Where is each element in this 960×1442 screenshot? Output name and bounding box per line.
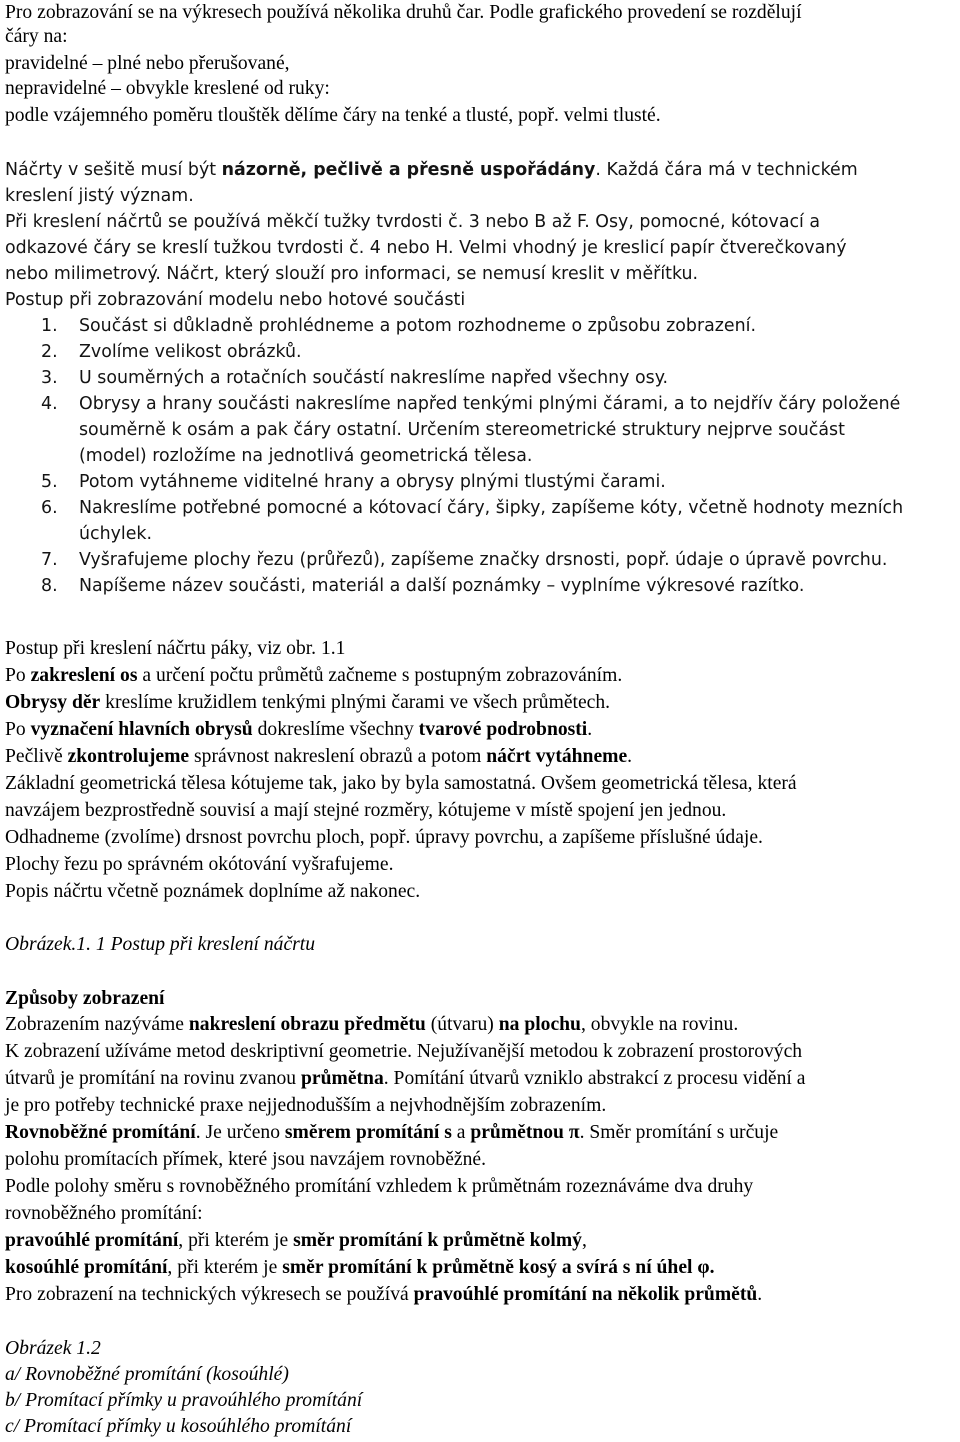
methods-line-5: Rovnoběžné promítání. Je určeno směrem promítání s a průmětnou π. Směr promítání s určuje: [5, 1122, 779, 1143]
methods-line-8: rovnoběžného promítání:: [5, 1203, 203, 1224]
intro-line-5: podle vzájemného poměru tlouštěk dělíme čáry na tenké a tlusté, popř. velmi tlusté.: [5, 105, 661, 126]
methods-line-10: kosoúhlé promítání, při kterém je směr promítání k průmětně kosý a svírá s ní úhel φ.: [5, 1257, 715, 1278]
intro-line-3: pravidelné – plné nebo přerušované,: [5, 53, 290, 74]
methods-line-7: Podle polohy směru s rovnoběžného promítání vzhledem k průmětnám rozeznáváme dva druhy: [5, 1176, 754, 1197]
lever-line-6: Základní geometrická tělesa kótujeme tak, jako by byla samostatná. Ovšem geometrická tělesa, která: [5, 773, 797, 794]
methods-line-2: K zobrazení užíváme metod deskriptivní geometrie. Nejužívanější metodou k zobrazení prostorových: [5, 1041, 803, 1062]
lever-line-3: Obrysy děr kreslíme kružidlem tenkými plnými čarami ve všech průmětech.: [5, 692, 611, 713]
sketch-line-5: nebo milimetrový. Náčrt, který slouží pro informaci, se nemusí kreslit v měřítku.: [5, 264, 699, 284]
lever-line-10: Popis náčrtu včetně poznámek doplníme až nakonec.: [5, 881, 421, 902]
lever-line-1: Postup při kreslení náčrtu páky, viz obr. 1.1: [5, 638, 346, 659]
figure-caption-2-title: Obrázek 1.2: [5, 1338, 101, 1359]
lever-line-5: Pečlivě zkontrolujeme správnost nakreslení obrazů a potom náčrt vytáhneme.: [5, 746, 633, 767]
figure-caption-2-c: c/ Promítací přímky u kosoúhlého promítání: [5, 1416, 352, 1437]
sketch-line-2: kreslení jistý význam.: [5, 186, 194, 206]
section-heading: Způsoby zobrazení: [5, 988, 165, 1009]
methods-line-6: polohu promítacích přímek, které jsou navzájem rovnoběžné.: [5, 1149, 486, 1170]
intro-line-4: nepravidelné – obvykle kreslené od ruky:: [5, 78, 330, 99]
methods-line-3: útvarů je promítání na rovinu zvanou průmětna. Pomítání útvarů vzniklo abstrakcí z procesu vidění a: [5, 1068, 806, 1089]
lever-line-2: Po zakreslení os a určení počtu průmětů začneme s postupným zobrazováním.: [5, 665, 623, 686]
lever-line-9: Plochy řezu po správném okótování vyšrafujeme.: [5, 854, 394, 875]
sketch-line-3: Při kreslení náčrtů se používá měkčí tužky tvrdosti č. 3 nebo B až F. Osy, pomocné, kótovací a: [5, 212, 821, 232]
intro-line-2: čáry na:: [5, 26, 68, 47]
document-page: Pro zobrazování se na výkresech používá několika druhů čar. Podle grafického provedení se rozdělují čáry na: pravidelné – plné nebo přerušované, nepravidelné – obvykle kreslené od ruky: podle vzájemného poměru tlouštěk dělíme čáry na tenké a tlusté, popř. velmi tlusté. Náčrty v sešitě musí být názorně, pečlivě a přesně uspořádány. Každá čára má v technickém kreslení jistý význam. Při kreslení náčrtů se používá měkčí tužky tvrdosti č. 3 nebo B až F. Osy, pomocné, kótovací a odkazové čáry se kreslí tužkou tvrdosti č. 4 nebo H. Velmi vhodný je kreslicí papír čtverečkovaný nebo milimetrový. Náčrt, který slouží pro informaci, se nemusí kreslit v měřítku. Postup při zobrazování modelu nebo hotové součásti 1. Součást si důkladně prohlédneme a potom rozhodneme o způsobu zobrazení. 2. Zvolíme velikost obrázků. 3. U souměrných a rotačních součástí nakreslíme napřed všechny osy. 4. Obrysy a hrany součásti nakreslíme napřed tenkými plnými čárami, a to nejdřív čáry položené souměrně k osám a pak čáry ostatní. Určením stereometrické struktury nejprve součást (model) rozložíme na jednotlivá geometrická tělesa. 5. Potom vytáhneme viditelné hrany a obrysy plnými tlustými čarami. 6. Nakreslíme potřebné pomocné a kótovací čáry, šipky, zapíšeme kóty, včetně hodnoty mezních úchylek. 7. Vyšrafujeme plochy řezu (průřezů), zapíšeme značky drsnosti, popř. údaje o úpravě povrchu. 8. Napíšeme název součásti, materiál a další poznámky – vyplníme výkresové razítko. Postup při kreslení náčrtu páky, viz obr. 1.1 Po zakreslení os a určení počtu průmětů začneme s postupným zobrazováním. Obrysy děr kreslíme kružidlem tenkými plnými čarami ve všech průmětech. Po vyznačení hlavních obrysů dokreslíme všechny tvarové podrobnosti. Pečlivě zkontrolujeme správnost nakreslení obrazů a potom náčrt vytáhneme. Základní geometrická tělesa kótujeme tak, jako by byla samostatná. Ovšem geometrická tělesa, která navzájem bezprostředně souvisí a mají stejné rozměry, kótujeme v místě spojení jen jednou. Odhadneme (zvolíme) drsnost povrchu ploch, popř. úpravy povrchu, a zapíšeme příslušné údaje. Plochy řezu po správném okótování vyšrafujeme. Popis náčrtu včetně poznámek doplníme až nakonec. Obrázek.1. 1 Postup při kreslení náčrtu Způsoby zobrazení Zobrazením nazýváme nakreslení obrazu předmětu (útvaru) na plochu, obvykle na rovinu. K zobrazení užíváme metod deskriptivní geometrie. Nejužívanější metodou k zobrazení prostorových útvarů je promítání na rovinu zvanou průmětna. Pomítání útvarů vzniklo abstrakcí z procesu vidění a je pro potřeby technické praxe nejjednodušším a nejvhodnějším zobrazením. Rovnoběžné promítání. Je určeno směrem promítání s a průmětnou π. Směr promítání s určuje polohu promítacích přímek, které jsou navzájem rovnoběžné. Podle polohy směru s rovnoběžného promítání vzhledem k průmětnám rozeznáváme dva druhy rovnoběžného promítání: pravoúhlé promítání, při kterém je směr promítání k průmětně kolmý, kosoúhlé promítání, při kterém je směr promítání k průmětně kosý a svírá s ní úhel φ. Pro zobrazení na technických výkresech se používá pravoúhlé promítání na několik průmětů. Obrázek 1.2 a/ Rovnoběžné promítání (kosoúhlé) b/ Promítací přímky u pravoúhlého promítání c/ Promítací přímky u kosoúhlého promítání: [0, 0, 960, 1442]
sketch-line-4: odkazové čáry se kreslí tužkou tvrdosti č. 4 nebo H. Velmi vhodný je kreslicí papír čtverečkovaný: [5, 238, 847, 258]
figure-caption-2-a: a/ Rovnoběžné promítání (kosoúhlé): [5, 1364, 289, 1385]
methods-line-9: pravoúhlé promítání, při kterém je směr promítání k průmětně kolmý,: [5, 1230, 587, 1251]
intro-line-1: Pro zobrazování se na výkresech používá několika druhů čar. Podle grafického provedení se rozdělují: [5, 2, 802, 23]
sketch-line-6: Postup při zobrazování modelu nebo hotové součásti: [5, 290, 466, 310]
lever-line-7: navzájem bezprostředně souvisí a mají stejné rozměry, kótujeme v místě spojení jen jednou.: [5, 800, 727, 821]
lever-line-4: Po vyznačení hlavních obrysů dokreslíme všechny tvarové podrobnosti.: [5, 719, 593, 740]
figure-caption-1: Obrázek.1. 1 Postup při kreslení náčrtu: [5, 934, 316, 955]
methods-line-4: je pro potřeby technické praxe nejjednodušším a nejvhodnějším zobrazením.: [5, 1095, 607, 1116]
methods-line-1: Zobrazením nazýváme nakreslení obrazu předmětu (útvaru) na plochu, obvykle na rovinu.: [5, 1014, 739, 1035]
figure-caption-2-b: b/ Promítací přímky u pravoúhlého promítání: [5, 1390, 363, 1411]
methods-line-11: Pro zobrazení na technických výkresech se používá pravoúhlé promítání na několik průmětů.: [5, 1284, 763, 1305]
sketch-line-1: Náčrty v sešitě musí být názorně, pečlivě a přesně uspořádány. Každá čára má v technickém: [5, 160, 858, 180]
lever-line-8: Odhadneme (zvolíme) drsnost povrchu ploch, popř. úpravy povrchu, a zapíšeme příslušné údaje.: [5, 827, 763, 848]
